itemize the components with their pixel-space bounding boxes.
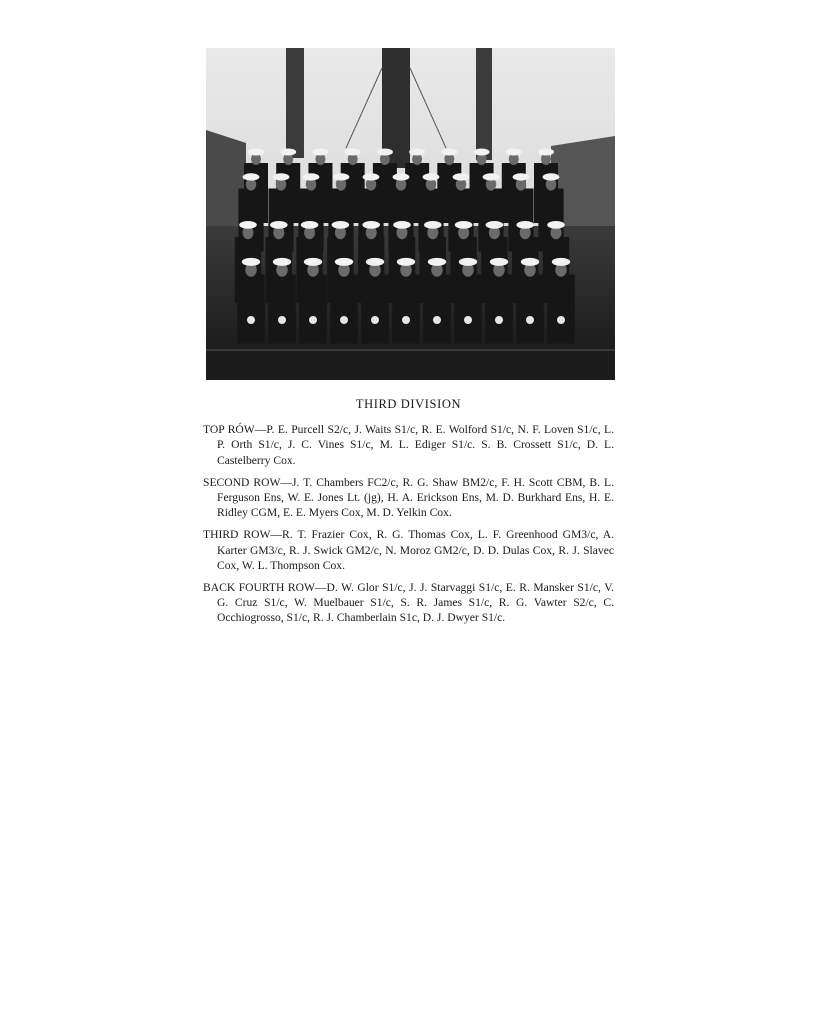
group-photo-sailors-on-deck-icon: [206, 48, 615, 380]
caption-row-back-fourth: [203, 580, 614, 626]
row-label: BACK FOURTH ROW: [203, 581, 315, 595]
row-names: —P. E. Purcell S2/c, J. Waits S1/c, R. E. Wolford S1/c, N. F. Loven S1/c, L. P. Orth S1/c, J. C. Vines S1/c, M. L. Ediger S1/c. S. B. Crossett S1/c, D. L. Castelberry Cox.: [217, 423, 615, 467]
caption-title: THIRD DIVISION: [355, 397, 462, 411]
caption-row-second: [203, 475, 614, 521]
row-names: —R. T. Frazier Cox, R. G. Thomas Cox, L. F. Greenhood GM3/c, A. Karter GM3/c, R. J. Swick GM2/c, N. Moroz GM2/c, D. D. Dulas Cox, R. J. Slavec Cox, W. L. Thompson Cox.: [217, 528, 614, 572]
row-label: TOP RÓW: [203, 423, 255, 437]
photo-caption: [203, 397, 614, 633]
caption-row-top: [203, 422, 614, 468]
group-photo: [206, 48, 615, 380]
row-label: THIRD ROW: [203, 528, 271, 542]
caption-row-third: [203, 527, 614, 573]
row-names: —D. W. Glor S1/c, J. J. Starvaggi S1/c, E. R. Mansker S1/c, V. G. Cruz S1/c, W. Muelbauer S1/c, S. R. James S1/c, R. G. Vawter S2/c, C. Occhiogrosso, S1/c, R. J. Chamberlain S1c, D. J. Dwyer S1/c.: [217, 581, 614, 625]
row-label: SECOND ROW: [203, 475, 281, 489]
row-names: —J. T. Chambers FC2/c, R. G. Shaw BM2/c, F. H. Scott CBM, B. L. Ferguson Ens, W. E. Jones Lt. (jg), H. A. Erickson Ens, M. D. Burkhard Ens, H. E. Ridley CGM, E. E. Myers Cox, M. D. Yelkin Cox.: [217, 475, 615, 520]
